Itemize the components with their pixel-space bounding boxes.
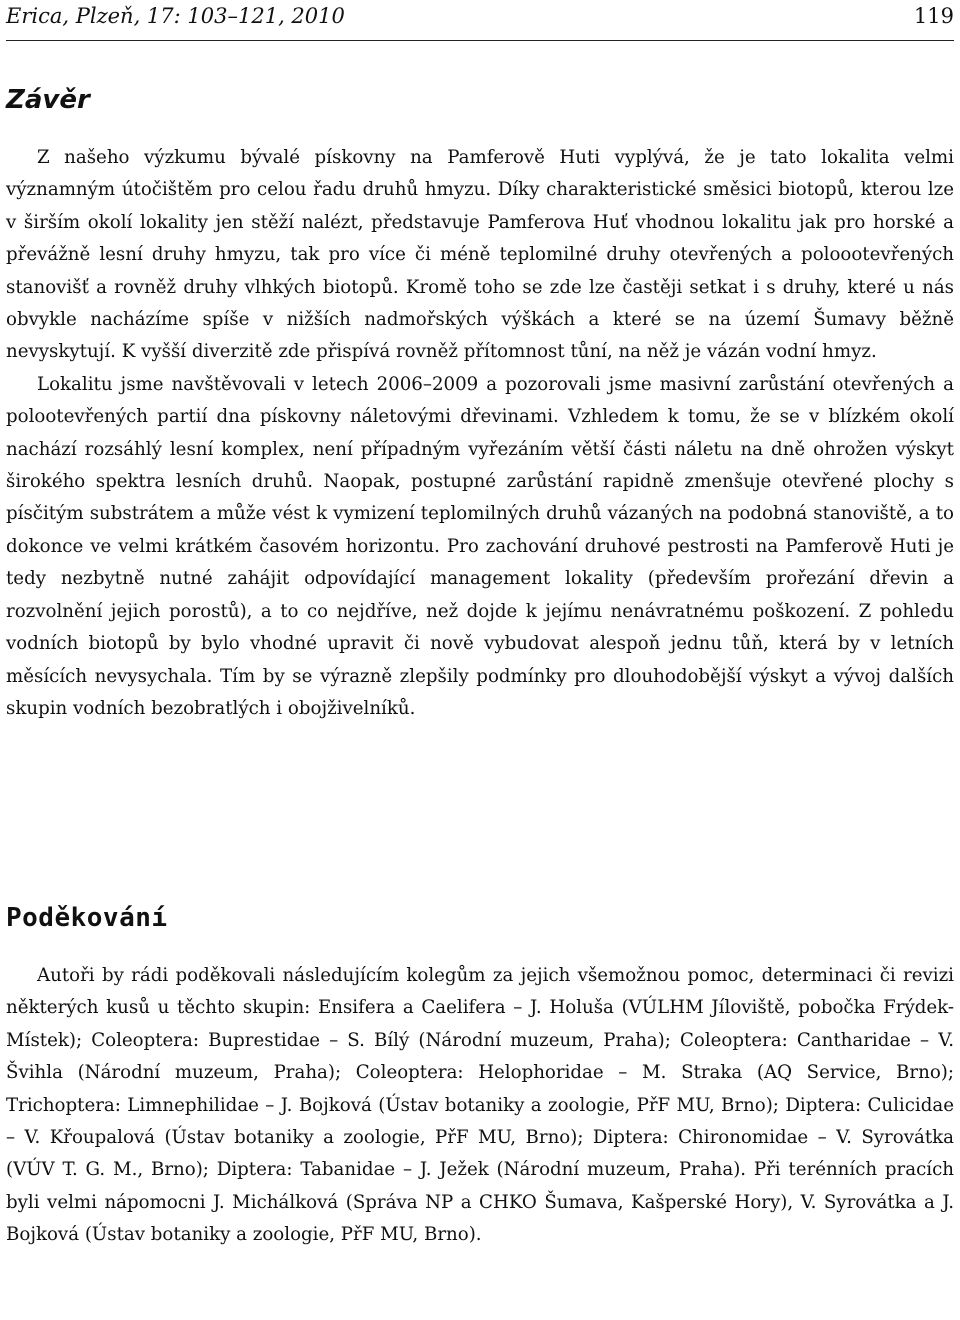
running-header	[6, 0, 954, 41]
page-number: 119	[913, 4, 954, 28]
acknowledgements-body	[6, 960, 954, 1252]
journal-citation: Erica, Plzeň, 17: 103–121, 2010	[6, 4, 345, 28]
section-heading-conclusion: Závěr	[6, 85, 90, 115]
conclusion-paragraph-1: Z našeho výzkumu bývalé pískovny na Pamferově Huti vyplývá, že je tato lokalita velmi významným útočištěm pro celou řadu druhů hmyzu. Díky charakteristické směsici biotopů, kterou lze v širším okolí lokality jen stěží nalézt, představuje Pamferova Huť vhodnou lokalitu jak pro horské a převážně lesní druhy hmyzu, tak pro více či méně teplomilné druhy otevřených a poloootevřených stanovišť a rovněž druhy vlhkých biotopů. Kromě toho se zde lze častěji setkat i s druhy, které u nás obvykle nacházíme spíše v nižších nadmořských výškách a které se na území Šumavy běžně nevyskytují. K vyšší diverzitě zde přispívá rovněž přítomnost tůní, na něž je vázán vodní hmyz.	[6, 147, 954, 363]
section-heading-acknowledgements: Poděkování	[6, 903, 168, 933]
conclusion-paragraph-2: Lokalitu jsme navštěvovali v letech 2006–2009 a pozorovali jsme masivní zarůstání otevřených a polootevřených partií dna pískovny náletovými dřevinami. Vzhledem k tomu, že se v blízkém okolí nachází rozsáhlý lesní komplex, není případným vyřezáním větší části náletu na dně ohrožen výskyt širokého spektra lesních druhů. Naopak, postupné zarůstání rapidně zmenšuje otevřené plochy s písčitým substrátem a může vést k vymizení teplomilných druhů vázaných na podobná stanoviště, a to dokonce ve velmi krátkém časovém horizontu. Pro zachování druhové pestrosti na Pamferově Huti je tedy nezbytně nutné zahájit odpovídající management lokality (především prořezání dřevin a rozvolnění jejich porostů), a to co nejdříve, než dojde k jejímu nenávratnému poškození. Z pohledu vodních biotopů by bylo vhodné upravit či nově vybudovat alespoň jednu tůň, která by v letních měsících nevysychala. Tím by se výrazně zlepšily podmínky pro dlouhodobější výskyt a vývoj dalších skupin vodních bezobratlých i obojživelníků.	[6, 373, 954, 719]
conclusion-body	[6, 142, 954, 725]
acknowledgements-paragraph: Autoři by rádi poděkovali následujícím kolegům za jejich všemožnou pomoc, determinaci či revizi některých kusů u těchto skupin: Ensifera a Caelifera – J. Holuša (VÚLHM Jíloviště, pobočka Frýdek-Místek); Coleoptera: Buprestidae – S. Bílý (Národní muzeum, Praha); Coleoptera: Cantharidae – V. Švihla (Národní muzeum, Praha); Coleoptera: Helophoridae – M. Straka (AQ Service, Brno); Trichoptera: Limnephilidae – J. Bojková (Ústav botaniky a zoologie, PřF MU, Brno); Diptera: Culicidae – V. Křoupalová (Ústav botaniky a zoologie, PřF MU, Brno); Diptera: Chironomidae – V. Syrovátka (VÚV T. G. M., Brno); Diptera: Tabanidae – J. Ježek (Národní muzeum, Praha). Při terénních pracích byli velmi nápomocni J. Michálková (Správa NP a CHKO Šumava, Kašperské Hory), V. Syrovátka a J. Bojková (Ústav botaniky a zoologie, PřF MU, Brno).	[6, 965, 954, 1246]
